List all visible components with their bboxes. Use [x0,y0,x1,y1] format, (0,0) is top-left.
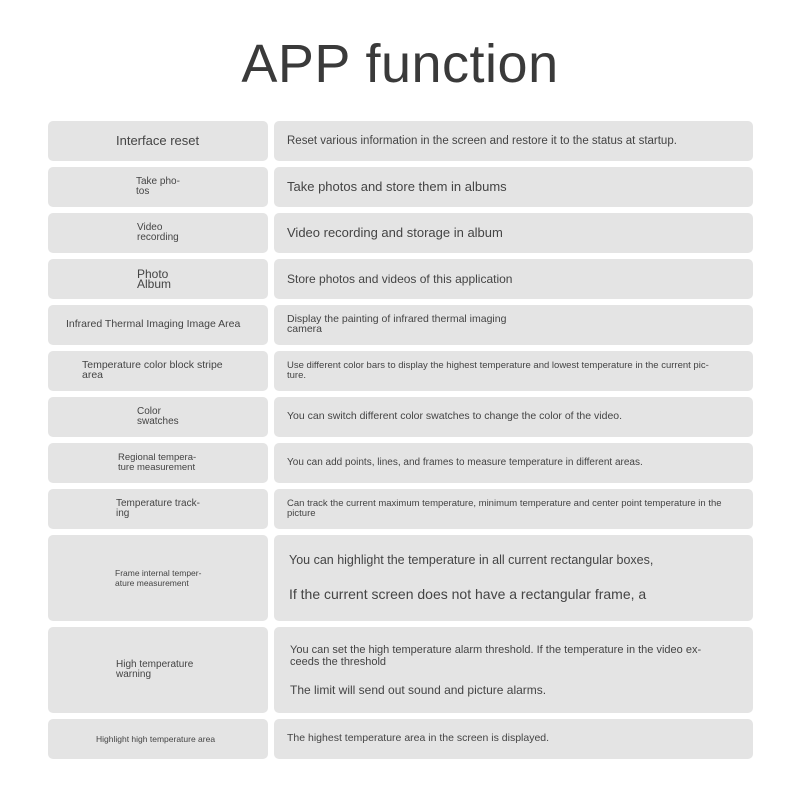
feature-description-cell [274,167,753,207]
feature-description-cell [274,213,753,253]
feature-name: Take pho- tos [136,175,180,197]
feature-name-cell [48,305,268,345]
feature-description-continued: If the current screen does not have a rectangular frame, a [289,586,647,603]
feature-row [48,627,753,713]
feature-row [48,719,753,759]
feature-name: High temperature warning [116,658,194,680]
feature-row [48,397,753,437]
feature-description: You can add points, lines, and frames to measure temperature in different areas. [287,456,643,468]
feature-name-cell [48,397,268,437]
feature-description: Reset various information in the screen and restore it to the status at startup. [287,134,677,147]
feature-name: Interface reset [116,133,200,149]
feature-description: Display the painting of infrared thermal imaging camera [287,313,507,335]
feature-name-cell [48,213,268,253]
feature-description-cell [274,489,753,529]
feature-description-cell [274,121,753,161]
feature-description: You can set the high temperature alarm threshold. If the temperature in the video ex- ceeds the threshold [290,643,702,668]
feature-row [48,443,753,483]
feature-name-cell [48,719,268,759]
feature-row [48,535,753,621]
feature-description-cell [274,351,753,391]
feature-description-cell [274,719,753,759]
feature-description-cell [274,627,753,713]
feature-description: The highest temperature area in the screen is displayed. [287,732,550,745]
feature-name-cell [48,351,268,391]
feature-name: Frame internal temper- ature measurement [115,567,202,588]
feature-row [48,121,753,161]
feature-name: Photo Album [137,266,172,291]
feature-row [48,259,753,299]
feature-name-cell [48,121,268,161]
feature-name: Regional tempera- ture measurement [118,451,197,473]
feature-name: Infrared Thermal Imaging Image Area [66,318,241,331]
feature-description-cell [274,305,753,345]
feature-row [48,213,753,253]
feature-row [48,305,753,345]
feature-description-continued: The limit will send out sound and picture alarms. [290,682,547,697]
feature-row [48,167,753,207]
feature-description: Video recording and storage in album [287,225,503,241]
feature-name: Highlight high temperature area [96,733,216,744]
feature-name-cell [48,167,268,207]
feature-row [48,351,753,391]
feature-name-cell [48,489,268,529]
feature-description-cell [274,443,753,483]
feature-description: You can highlight the temperature in all current rectangular boxes, [289,553,654,568]
feature-description-cell [274,397,753,437]
feature-name: Video recording [137,221,179,243]
feature-description-cell [274,259,753,299]
feature-name-cell [48,535,268,621]
feature-name: Temperature color block stripe area [82,359,223,381]
feature-name: Color swatches [137,405,179,427]
feature-description-cell [274,535,753,621]
feature-description: You can switch different color swatches to change the color of the video. [287,410,623,423]
feature-name-cell [48,627,268,713]
feature-row [48,489,753,529]
page-title: APP function [241,34,559,94]
feature-description: Can track the current maximum temperature, minimum temperature and center point temperature in the picture [287,498,722,519]
feature-name: Temperature track- ing [116,497,200,519]
feature-description: Take photos and store them in albums [287,179,507,195]
feature-name-cell [48,443,268,483]
feature-name-cell [48,259,268,299]
feature-description: Store photos and videos of this application [287,271,513,286]
feature-description: Use different color bars to display the highest temperature and lowest temperature in the current pic- ture. [287,359,709,381]
